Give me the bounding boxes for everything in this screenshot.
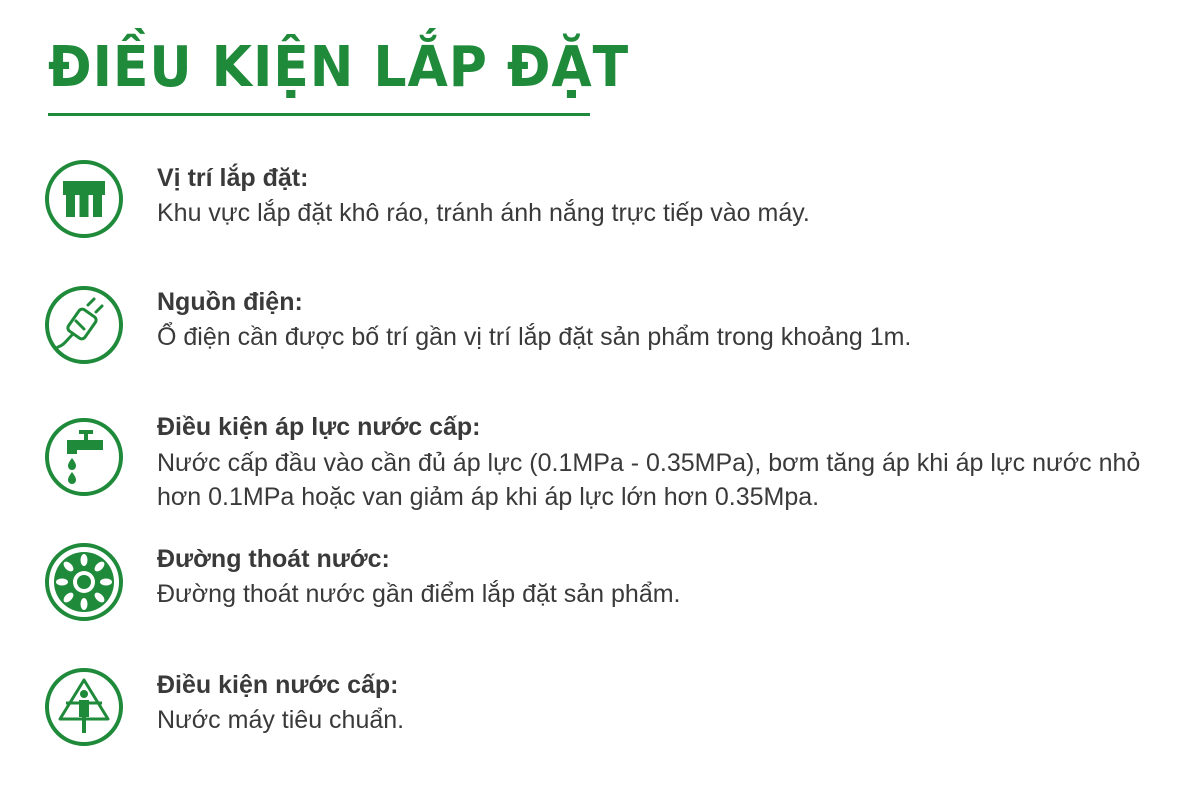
item-text: Nước cấp đầu vào cần đủ áp lực (0.1MPa - 0.35MPa), bơm tăng áp khi áp lực nước nhỏ hơn 0.1MPa hoặc van giảm áp khi áp lực lớn hơn 0.35Mpa. <box>157 449 1141 511</box>
item-text: Nước máy tiêu chuẩn. <box>157 706 405 734</box>
page-title: ĐIỀU KIỆN LẮP ĐẶT <box>48 35 630 100</box>
item-text: Đường thoát nước gần điểm lắp đặt sản phẩm. <box>157 580 681 608</box>
water-standard-icon <box>45 668 123 746</box>
water-tap-icon <box>45 418 123 496</box>
power-plug-icon <box>45 286 123 364</box>
item-text: Khu vực lắp đặt khô ráo, tránh ánh nắng trực tiếp vào máy. <box>157 199 810 227</box>
title-underline <box>48 113 590 116</box>
item-heading: Điều kiện nước cấp: <box>157 671 399 699</box>
item-heading: Vị trí lắp đặt: <box>157 164 309 192</box>
drain-icon <box>45 543 123 621</box>
item-heading: Nguồn điện: <box>157 288 303 316</box>
location-icon <box>45 160 123 238</box>
item-heading: Điều kiện áp lực nước cấp: <box>157 413 481 441</box>
item-heading: Đường thoát nước: <box>157 545 390 573</box>
item-text: Ổ điện cần được bố trí gần vị trí lắp đặt sản phẩm trong khoảng 1m. <box>157 323 912 351</box>
